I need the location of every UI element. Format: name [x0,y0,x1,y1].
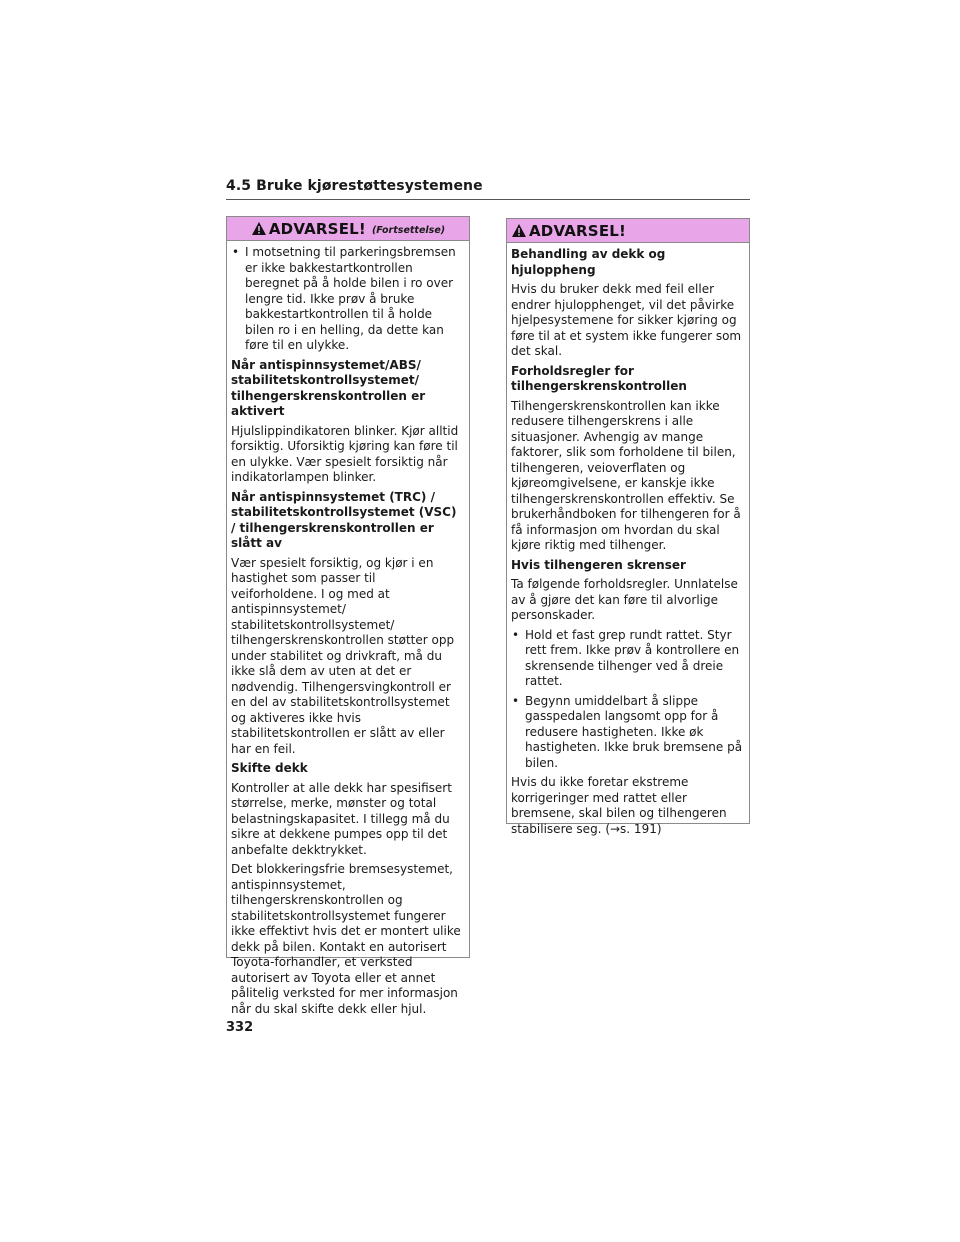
bullet-text: I motsetning til parkeringsbremsen er ikke bakkestartkontrollen beregnet på å holde bilen i ro over lengre tid. Ikke prøv å bruke bakkestartkontrollen til å holde bilen ro i en helling, da dette kan føre til en ulykke. [245,245,456,352]
warning-body [507,243,749,837]
warning-subtitle: (Fortsettelse) [371,225,446,236]
subheading: Skifte dekk [231,761,308,775]
list-item [231,245,464,354]
subheading: Når antispinnsystemet (TRC) / stabilitetskontrollsystemet (VSC) / tilhengerskrenskontrollen er slått av [231,489,457,550]
paragraph: Hvis du bruker dekk med feil eller endrer hjulopphenget, vil det påvirke hjelpesystemene for sikker kjøring og føre til at et system ikke fungerer som det skal. [511,282,742,358]
warning-box-continued [226,216,470,1016]
paragraph: Kontroller at alle dekk har spesifisert størrelse, merke, mønster og total belastningskapasitet. I tillegg må du sikre at dekkene pumpes opp til det anbefalte dekktrykket. [231,780,452,857]
subheading: Når antispinnsystemet/ABS/ stabilitetskontrollsystemet/ tilhengerskrenskontrollen er aktivert [231,357,426,418]
warning-title: ADVARSEL! [529,221,627,240]
bullet-text: Hold et fast grep rundt rattet. Styr rett frem. Ikke prøv å kontrollere en skrensende tilhenger ved å dreie rattet. [525,627,740,688]
list-item [511,694,744,772]
warning-body [227,241,469,1017]
page-number: 332 [226,1020,254,1035]
warning-box [506,218,750,836]
warning-header [227,217,469,241]
bullet-mark: • [232,245,240,259]
paragraph: Vær spesielt forsiktig, og kjør i en hastighet som passer til veiforholdene. I og med at antispinnsystemet/ stabilitetskontrollsystemet/ tilhengerskrenskontrollen støtter opp under stabilitet og drivkraft, må du ikke slå dem av uten at det er nødvendig. Tilhengersvingkontroll er en del av stabilitetskontrollsystemet og aktiveres ikke hvis stabilitetskontrollen er slått av eller har en feil. [231,555,455,756]
list-item [511,628,744,690]
paragraph: Hjulslippindikatoren blinker. Kjør alltid forsiktig. Uforsiktig kjøring kan føre til en ulykke. Vær spesielt forsiktig når indikatorlampen blinker. [231,423,459,484]
section-divider [226,199,750,200]
subheading: Hvis tilhengeren skrenser [511,557,686,572]
bullet-text: Begynn umiddelbart å slippe gasspedalen langsomt opp for å redusere hastigheten. Ikke øk hastigheten. Ikke bruk bremsene på bilen. [525,693,743,770]
bullet-mark: • [512,627,520,642]
paragraph: Hvis du ikke foretar ekstreme korrigeringer med rattet eller bremsene, skal bilen og tilhengeren stabilisere seg. (→s. 191) [511,775,727,836]
warning-header [507,219,749,243]
bullet-mark: • [512,693,520,708]
paragraph: Tilhengerskrenskontrollen kan ikke redusere tilhengerskrens i alle situasjoner. Avhengig av mange faktorer, slik som forholdene til bilen, tilhengeren, veioverflaten og kjøreomgivelsene, er kanskje ikke tilhengerskrenskontrollen effektiv. Se brukerhåndboken for tilhengeren for å få informasjon om hvordan du skal kjøre riktig med tilhenger. [511,398,741,552]
warning-triangle-icon [511,223,527,238]
warning-triangle-icon [251,221,267,236]
warning-title: ADVARSEL! [268,219,366,238]
subheading: Forholdsregler for tilhengerskrenskontrollen [511,363,687,393]
paragraph: Det blokkeringsfrie bremsesystemet, antispinnsystemet, tilhengerskrenskontrollen og stabilitetskontrollsystemet fungerer ikke effektivt hvis det er montert ulike dekk på bilen. Kontakt en autorisert Toyota-forhandler, et verksted autorisert av Toyota eller et annet pålitelig verksted for mer informasjon når du skal skifte dekk eller hjul. [231,862,461,1016]
section-title: 4.5 Bruke kjørestøttesystemene [226,178,483,194]
subheading: Behandling av dekk og hjuloppheng [511,247,666,277]
paragraph: Ta følgende forholdsregler. Unnlatelse av å gjøre det kan føre til alvorlige personskader. [511,577,738,622]
